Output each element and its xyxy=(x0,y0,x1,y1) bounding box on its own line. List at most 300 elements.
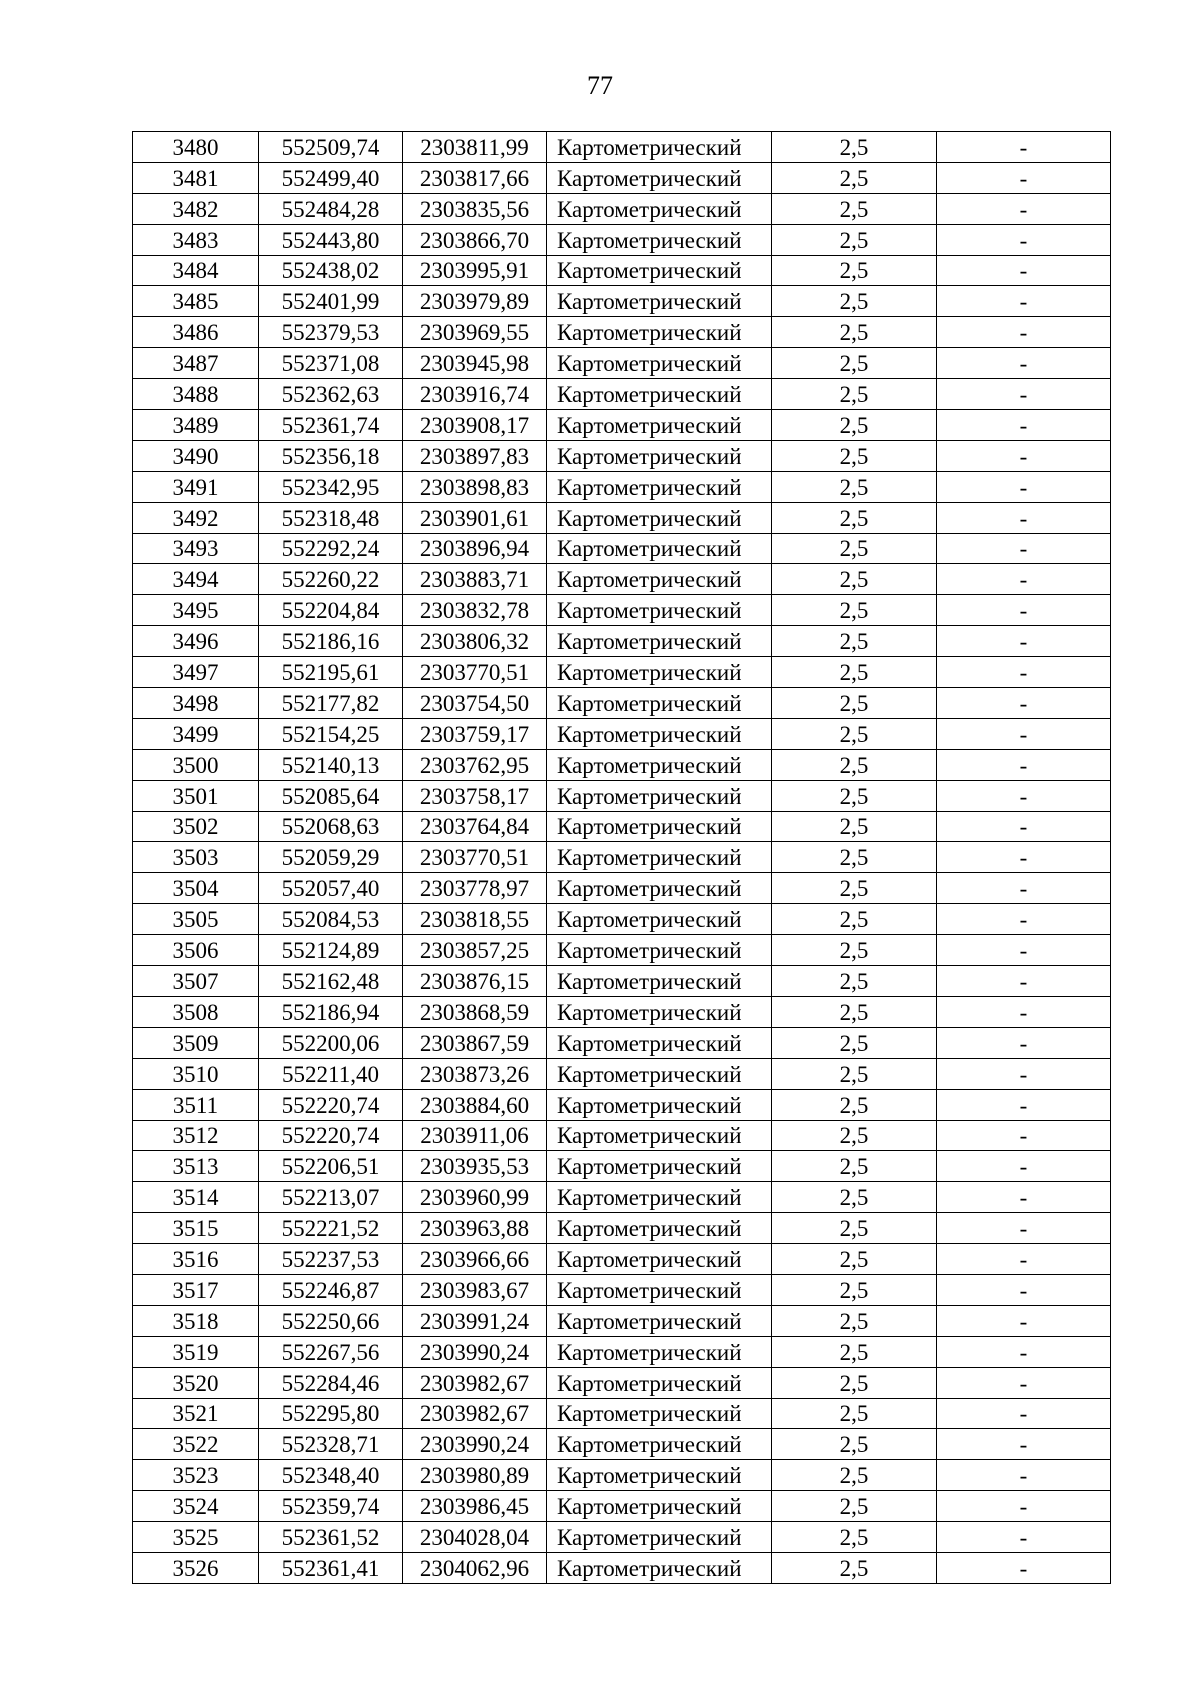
point-number-cell: 3521 xyxy=(133,1398,259,1429)
y-coordinate-cell: 2303945,98 xyxy=(403,348,547,379)
note-cell: - xyxy=(937,1429,1111,1460)
accuracy-cell: 2,5 xyxy=(772,842,937,873)
table-row xyxy=(133,348,1111,379)
note-cell: - xyxy=(937,1305,1111,1336)
table-row xyxy=(133,780,1111,811)
y-coordinate-cell: 2303818,55 xyxy=(403,904,547,935)
y-coordinate-cell: 2303778,97 xyxy=(403,873,547,904)
point-number-cell: 3480 xyxy=(133,132,259,163)
note-cell: - xyxy=(937,1336,1111,1367)
x-coordinate-cell: 552162,48 xyxy=(259,966,403,997)
method-cell: Картометрический xyxy=(547,379,772,410)
point-number-cell: 3499 xyxy=(133,718,259,749)
x-coordinate-cell: 552200,06 xyxy=(259,1027,403,1058)
accuracy-cell: 2,5 xyxy=(772,348,937,379)
y-coordinate-cell: 2303982,67 xyxy=(403,1398,547,1429)
point-number-cell: 3496 xyxy=(133,626,259,657)
method-cell: Картометрический xyxy=(547,718,772,749)
table-row xyxy=(133,162,1111,193)
x-coordinate-cell: 552284,46 xyxy=(259,1367,403,1398)
table-row xyxy=(133,502,1111,533)
point-number-cell: 3524 xyxy=(133,1491,259,1522)
accuracy-cell: 2,5 xyxy=(772,1460,937,1491)
method-cell: Картометрический xyxy=(547,564,772,595)
table-row xyxy=(133,1058,1111,1089)
y-coordinate-cell: 2303901,61 xyxy=(403,502,547,533)
accuracy-cell: 2,5 xyxy=(772,1244,937,1275)
accuracy-cell: 2,5 xyxy=(772,224,937,255)
accuracy-cell: 2,5 xyxy=(772,1429,937,1460)
note-cell: - xyxy=(937,533,1111,564)
method-cell: Картометрический xyxy=(547,688,772,719)
method-cell: Картометрический xyxy=(547,935,772,966)
point-number-cell: 3489 xyxy=(133,410,259,441)
accuracy-cell: 2,5 xyxy=(772,1120,937,1151)
method-cell: Картометрический xyxy=(547,255,772,286)
method-cell: Картометрический xyxy=(547,317,772,348)
method-cell: Картометрический xyxy=(547,1522,772,1553)
table-row xyxy=(133,132,1111,163)
point-number-cell: 3503 xyxy=(133,842,259,873)
accuracy-cell: 2,5 xyxy=(772,1491,937,1522)
accuracy-cell: 2,5 xyxy=(772,1027,937,1058)
table-row xyxy=(133,811,1111,842)
table-row xyxy=(133,1398,1111,1429)
note-cell: - xyxy=(937,471,1111,502)
method-cell: Картометрический xyxy=(547,162,772,193)
accuracy-cell: 2,5 xyxy=(772,1305,937,1336)
accuracy-cell: 2,5 xyxy=(772,564,937,595)
x-coordinate-cell: 552057,40 xyxy=(259,873,403,904)
point-number-cell: 3510 xyxy=(133,1058,259,1089)
x-coordinate-cell: 552237,53 xyxy=(259,1244,403,1275)
table-row xyxy=(133,842,1111,873)
table-row xyxy=(133,410,1111,441)
x-coordinate-cell: 552379,53 xyxy=(259,317,403,348)
y-coordinate-cell: 2303867,59 xyxy=(403,1027,547,1058)
method-cell: Картометрический xyxy=(547,1151,772,1182)
note-cell: - xyxy=(937,132,1111,163)
table-row xyxy=(133,749,1111,780)
note-cell: - xyxy=(937,193,1111,224)
accuracy-cell: 2,5 xyxy=(772,1522,937,1553)
x-coordinate-cell: 552484,28 xyxy=(259,193,403,224)
x-coordinate-cell: 552246,87 xyxy=(259,1274,403,1305)
point-number-cell: 3494 xyxy=(133,564,259,595)
accuracy-cell: 2,5 xyxy=(772,502,937,533)
y-coordinate-cell: 2303908,17 xyxy=(403,410,547,441)
method-cell: Картометрический xyxy=(547,193,772,224)
method-cell: Картометрический xyxy=(547,842,772,873)
y-coordinate-cell: 2303991,24 xyxy=(403,1305,547,1336)
note-cell: - xyxy=(937,1367,1111,1398)
accuracy-cell: 2,5 xyxy=(772,1058,937,1089)
table-row xyxy=(133,1027,1111,1058)
point-number-cell: 3493 xyxy=(133,533,259,564)
method-cell: Картометрический xyxy=(547,348,772,379)
x-coordinate-cell: 552292,24 xyxy=(259,533,403,564)
x-coordinate-cell: 552206,51 xyxy=(259,1151,403,1182)
x-coordinate-cell: 552068,63 xyxy=(259,811,403,842)
accuracy-cell: 2,5 xyxy=(772,718,937,749)
method-cell: Картометрический xyxy=(547,1367,772,1398)
note-cell: - xyxy=(937,780,1111,811)
accuracy-cell: 2,5 xyxy=(772,873,937,904)
accuracy-cell: 2,5 xyxy=(772,626,937,657)
method-cell: Картометрический xyxy=(547,1213,772,1244)
note-cell: - xyxy=(937,224,1111,255)
table-row xyxy=(133,1367,1111,1398)
accuracy-cell: 2,5 xyxy=(772,1552,937,1583)
y-coordinate-cell: 2303770,51 xyxy=(403,657,547,688)
x-coordinate-cell: 552260,22 xyxy=(259,564,403,595)
note-cell: - xyxy=(937,1182,1111,1213)
point-number-cell: 3506 xyxy=(133,935,259,966)
x-coordinate-cell: 552186,94 xyxy=(259,996,403,1027)
method-cell: Картометрический xyxy=(547,595,772,626)
accuracy-cell: 2,5 xyxy=(772,1367,937,1398)
y-coordinate-cell: 2303857,25 xyxy=(403,935,547,966)
x-coordinate-cell: 552059,29 xyxy=(259,842,403,873)
method-cell: Картометрический xyxy=(547,1089,772,1120)
y-coordinate-cell: 2303758,17 xyxy=(403,780,547,811)
table-row xyxy=(133,224,1111,255)
note-cell: - xyxy=(937,564,1111,595)
point-number-cell: 3518 xyxy=(133,1305,259,1336)
method-cell: Картометрический xyxy=(547,1552,772,1583)
x-coordinate-cell: 552295,80 xyxy=(259,1398,403,1429)
note-cell: - xyxy=(937,935,1111,966)
method-cell: Картометрический xyxy=(547,996,772,1027)
point-number-cell: 3509 xyxy=(133,1027,259,1058)
table-row xyxy=(133,1460,1111,1491)
y-coordinate-cell: 2304062,96 xyxy=(403,1552,547,1583)
method-cell: Картометрический xyxy=(547,471,772,502)
table-row xyxy=(133,657,1111,688)
x-coordinate-cell: 552362,63 xyxy=(259,379,403,410)
x-coordinate-cell: 552220,74 xyxy=(259,1120,403,1151)
x-coordinate-cell: 552356,18 xyxy=(259,440,403,471)
method-cell: Картометрический xyxy=(547,410,772,441)
table-row xyxy=(133,286,1111,317)
table-row xyxy=(133,1522,1111,1553)
y-coordinate-cell: 2303873,26 xyxy=(403,1058,547,1089)
y-coordinate-cell: 2303762,95 xyxy=(403,749,547,780)
y-coordinate-cell: 2303811,99 xyxy=(403,132,547,163)
note-cell: - xyxy=(937,811,1111,842)
table-row xyxy=(133,1213,1111,1244)
point-number-cell: 3508 xyxy=(133,996,259,1027)
accuracy-cell: 2,5 xyxy=(772,935,937,966)
method-cell: Картометрический xyxy=(547,440,772,471)
method-cell: Картометрический xyxy=(547,1027,772,1058)
table-row xyxy=(133,1429,1111,1460)
accuracy-cell: 2,5 xyxy=(772,193,937,224)
y-coordinate-cell: 2303982,67 xyxy=(403,1367,547,1398)
y-coordinate-cell: 2303935,53 xyxy=(403,1151,547,1182)
accuracy-cell: 2,5 xyxy=(772,657,937,688)
coordinates-table xyxy=(132,131,1111,1584)
x-coordinate-cell: 552348,40 xyxy=(259,1460,403,1491)
y-coordinate-cell: 2303817,66 xyxy=(403,162,547,193)
x-coordinate-cell: 552140,13 xyxy=(259,749,403,780)
note-cell: - xyxy=(937,904,1111,935)
note-cell: - xyxy=(937,873,1111,904)
x-coordinate-cell: 552220,74 xyxy=(259,1089,403,1120)
point-number-cell: 3504 xyxy=(133,873,259,904)
x-coordinate-cell: 552154,25 xyxy=(259,718,403,749)
table-row xyxy=(133,317,1111,348)
table-row xyxy=(133,193,1111,224)
y-coordinate-cell: 2303884,60 xyxy=(403,1089,547,1120)
method-cell: Картометрический xyxy=(547,811,772,842)
method-cell: Картометрический xyxy=(547,1058,772,1089)
table-row xyxy=(133,379,1111,410)
point-number-cell: 3522 xyxy=(133,1429,259,1460)
x-coordinate-cell: 552328,71 xyxy=(259,1429,403,1460)
note-cell: - xyxy=(937,1213,1111,1244)
accuracy-cell: 2,5 xyxy=(772,471,937,502)
note-cell: - xyxy=(937,1460,1111,1491)
accuracy-cell: 2,5 xyxy=(772,533,937,564)
x-coordinate-cell: 552084,53 xyxy=(259,904,403,935)
method-cell: Картометрический xyxy=(547,132,772,163)
note-cell: - xyxy=(937,379,1111,410)
point-number-cell: 3487 xyxy=(133,348,259,379)
x-coordinate-cell: 552371,08 xyxy=(259,348,403,379)
note-cell: - xyxy=(937,1089,1111,1120)
accuracy-cell: 2,5 xyxy=(772,1089,937,1120)
note-cell: - xyxy=(937,440,1111,471)
point-number-cell: 3526 xyxy=(133,1552,259,1583)
y-coordinate-cell: 2303764,84 xyxy=(403,811,547,842)
table-row xyxy=(133,688,1111,719)
table-row xyxy=(133,1274,1111,1305)
point-number-cell: 3500 xyxy=(133,749,259,780)
point-number-cell: 3495 xyxy=(133,595,259,626)
x-coordinate-cell: 552177,82 xyxy=(259,688,403,719)
note-cell: - xyxy=(937,1552,1111,1583)
point-number-cell: 3491 xyxy=(133,471,259,502)
table-row xyxy=(133,533,1111,564)
method-cell: Картометрический xyxy=(547,904,772,935)
note-cell: - xyxy=(937,1027,1111,1058)
point-number-cell: 3515 xyxy=(133,1213,259,1244)
point-number-cell: 3484 xyxy=(133,255,259,286)
accuracy-cell: 2,5 xyxy=(772,1182,937,1213)
coordinates-table-body xyxy=(133,132,1111,1584)
point-number-cell: 3502 xyxy=(133,811,259,842)
point-number-cell: 3505 xyxy=(133,904,259,935)
accuracy-cell: 2,5 xyxy=(772,1336,937,1367)
y-coordinate-cell: 2303986,45 xyxy=(403,1491,547,1522)
x-coordinate-cell: 552361,52 xyxy=(259,1522,403,1553)
table-row xyxy=(133,904,1111,935)
method-cell: Картометрический xyxy=(547,657,772,688)
note-cell: - xyxy=(937,1491,1111,1522)
accuracy-cell: 2,5 xyxy=(772,1398,937,1429)
y-coordinate-cell: 2303868,59 xyxy=(403,996,547,1027)
note-cell: - xyxy=(937,718,1111,749)
y-coordinate-cell: 2303876,15 xyxy=(403,966,547,997)
table-row xyxy=(133,1305,1111,1336)
point-number-cell: 3481 xyxy=(133,162,259,193)
point-number-cell: 3523 xyxy=(133,1460,259,1491)
y-coordinate-cell: 2303832,78 xyxy=(403,595,547,626)
table-row xyxy=(133,1244,1111,1275)
method-cell: Картометрический xyxy=(547,1429,772,1460)
y-coordinate-cell: 2303979,89 xyxy=(403,286,547,317)
accuracy-cell: 2,5 xyxy=(772,1274,937,1305)
y-coordinate-cell: 2303980,89 xyxy=(403,1460,547,1491)
note-cell: - xyxy=(937,286,1111,317)
x-coordinate-cell: 552124,89 xyxy=(259,935,403,966)
page-number: 77 xyxy=(587,71,613,100)
table-row xyxy=(133,996,1111,1027)
table-row xyxy=(133,1491,1111,1522)
accuracy-cell: 2,5 xyxy=(772,780,937,811)
point-number-cell: 3492 xyxy=(133,502,259,533)
point-number-cell: 3497 xyxy=(133,657,259,688)
table-row xyxy=(133,595,1111,626)
table-row xyxy=(133,966,1111,997)
note-cell: - xyxy=(937,842,1111,873)
method-cell: Картометрический xyxy=(547,1491,772,1522)
method-cell: Картометрический xyxy=(547,1305,772,1336)
point-number-cell: 3519 xyxy=(133,1336,259,1367)
method-cell: Картометрический xyxy=(547,966,772,997)
method-cell: Картометрический xyxy=(547,502,772,533)
table-row xyxy=(133,1089,1111,1120)
accuracy-cell: 2,5 xyxy=(772,410,937,441)
point-number-cell: 3525 xyxy=(133,1522,259,1553)
note-cell: - xyxy=(937,1151,1111,1182)
note-cell: - xyxy=(937,1120,1111,1151)
y-coordinate-cell: 2303806,32 xyxy=(403,626,547,657)
table-row xyxy=(133,1151,1111,1182)
y-coordinate-cell: 2303966,66 xyxy=(403,1244,547,1275)
table-row xyxy=(133,1552,1111,1583)
accuracy-cell: 2,5 xyxy=(772,440,937,471)
note-cell: - xyxy=(937,255,1111,286)
note-cell: - xyxy=(937,688,1111,719)
method-cell: Картометрический xyxy=(547,1460,772,1491)
accuracy-cell: 2,5 xyxy=(772,811,937,842)
point-number-cell: 3498 xyxy=(133,688,259,719)
x-coordinate-cell: 552359,74 xyxy=(259,1491,403,1522)
note-cell: - xyxy=(937,1274,1111,1305)
accuracy-cell: 2,5 xyxy=(772,996,937,1027)
point-number-cell: 3486 xyxy=(133,317,259,348)
table-row xyxy=(133,440,1111,471)
x-coordinate-cell: 552438,02 xyxy=(259,255,403,286)
accuracy-cell: 2,5 xyxy=(772,1151,937,1182)
note-cell: - xyxy=(937,657,1111,688)
note-cell: - xyxy=(937,1398,1111,1429)
method-cell: Картометрический xyxy=(547,1244,772,1275)
method-cell: Картометрический xyxy=(547,1274,772,1305)
x-coordinate-cell: 552250,66 xyxy=(259,1305,403,1336)
y-coordinate-cell: 2303983,67 xyxy=(403,1274,547,1305)
point-number-cell: 3516 xyxy=(133,1244,259,1275)
y-coordinate-cell: 2303883,71 xyxy=(403,564,547,595)
table-row xyxy=(133,1182,1111,1213)
y-coordinate-cell: 2304028,04 xyxy=(403,1522,547,1553)
point-number-cell: 3483 xyxy=(133,224,259,255)
method-cell: Картометрический xyxy=(547,1336,772,1367)
x-coordinate-cell: 552401,99 xyxy=(259,286,403,317)
x-coordinate-cell: 552204,84 xyxy=(259,595,403,626)
x-coordinate-cell: 552361,74 xyxy=(259,410,403,441)
x-coordinate-cell: 552211,40 xyxy=(259,1058,403,1089)
y-coordinate-cell: 2303969,55 xyxy=(403,317,547,348)
accuracy-cell: 2,5 xyxy=(772,749,937,780)
x-coordinate-cell: 552085,64 xyxy=(259,780,403,811)
y-coordinate-cell: 2303963,88 xyxy=(403,1213,547,1244)
point-number-cell: 3490 xyxy=(133,440,259,471)
x-coordinate-cell: 552509,74 xyxy=(259,132,403,163)
accuracy-cell: 2,5 xyxy=(772,317,937,348)
accuracy-cell: 2,5 xyxy=(772,904,937,935)
accuracy-cell: 2,5 xyxy=(772,132,937,163)
accuracy-cell: 2,5 xyxy=(772,688,937,719)
y-coordinate-cell: 2303916,74 xyxy=(403,379,547,410)
point-number-cell: 3517 xyxy=(133,1274,259,1305)
accuracy-cell: 2,5 xyxy=(772,966,937,997)
point-number-cell: 3485 xyxy=(133,286,259,317)
y-coordinate-cell: 2303754,50 xyxy=(403,688,547,719)
x-coordinate-cell: 552221,52 xyxy=(259,1213,403,1244)
method-cell: Картометрический xyxy=(547,1398,772,1429)
table-row xyxy=(133,935,1111,966)
note-cell: - xyxy=(937,502,1111,533)
table-row xyxy=(133,1120,1111,1151)
method-cell: Картометрический xyxy=(547,1182,772,1213)
point-number-cell: 3512 xyxy=(133,1120,259,1151)
point-number-cell: 3513 xyxy=(133,1151,259,1182)
accuracy-cell: 2,5 xyxy=(772,595,937,626)
x-coordinate-cell: 552186,16 xyxy=(259,626,403,657)
y-coordinate-cell: 2303897,83 xyxy=(403,440,547,471)
y-coordinate-cell: 2303898,83 xyxy=(403,471,547,502)
point-number-cell: 3501 xyxy=(133,780,259,811)
y-coordinate-cell: 2303995,91 xyxy=(403,255,547,286)
method-cell: Картометрический xyxy=(547,873,772,904)
method-cell: Картометрический xyxy=(547,286,772,317)
y-coordinate-cell: 2303990,24 xyxy=(403,1336,547,1367)
accuracy-cell: 2,5 xyxy=(772,379,937,410)
table-row xyxy=(133,255,1111,286)
point-number-cell: 3482 xyxy=(133,193,259,224)
y-coordinate-cell: 2303896,94 xyxy=(403,533,547,564)
table-row xyxy=(133,626,1111,657)
x-coordinate-cell: 552267,56 xyxy=(259,1336,403,1367)
method-cell: Картометрический xyxy=(547,224,772,255)
table-row xyxy=(133,471,1111,502)
table-row xyxy=(133,564,1111,595)
note-cell: - xyxy=(937,996,1111,1027)
table-row xyxy=(133,718,1111,749)
method-cell: Картометрический xyxy=(547,626,772,657)
point-number-cell: 3488 xyxy=(133,379,259,410)
note-cell: - xyxy=(937,966,1111,997)
method-cell: Картометрический xyxy=(547,780,772,811)
accuracy-cell: 2,5 xyxy=(772,1213,937,1244)
x-coordinate-cell: 552361,41 xyxy=(259,1552,403,1583)
y-coordinate-cell: 2303911,06 xyxy=(403,1120,547,1151)
x-coordinate-cell: 552195,61 xyxy=(259,657,403,688)
note-cell: - xyxy=(937,410,1111,441)
